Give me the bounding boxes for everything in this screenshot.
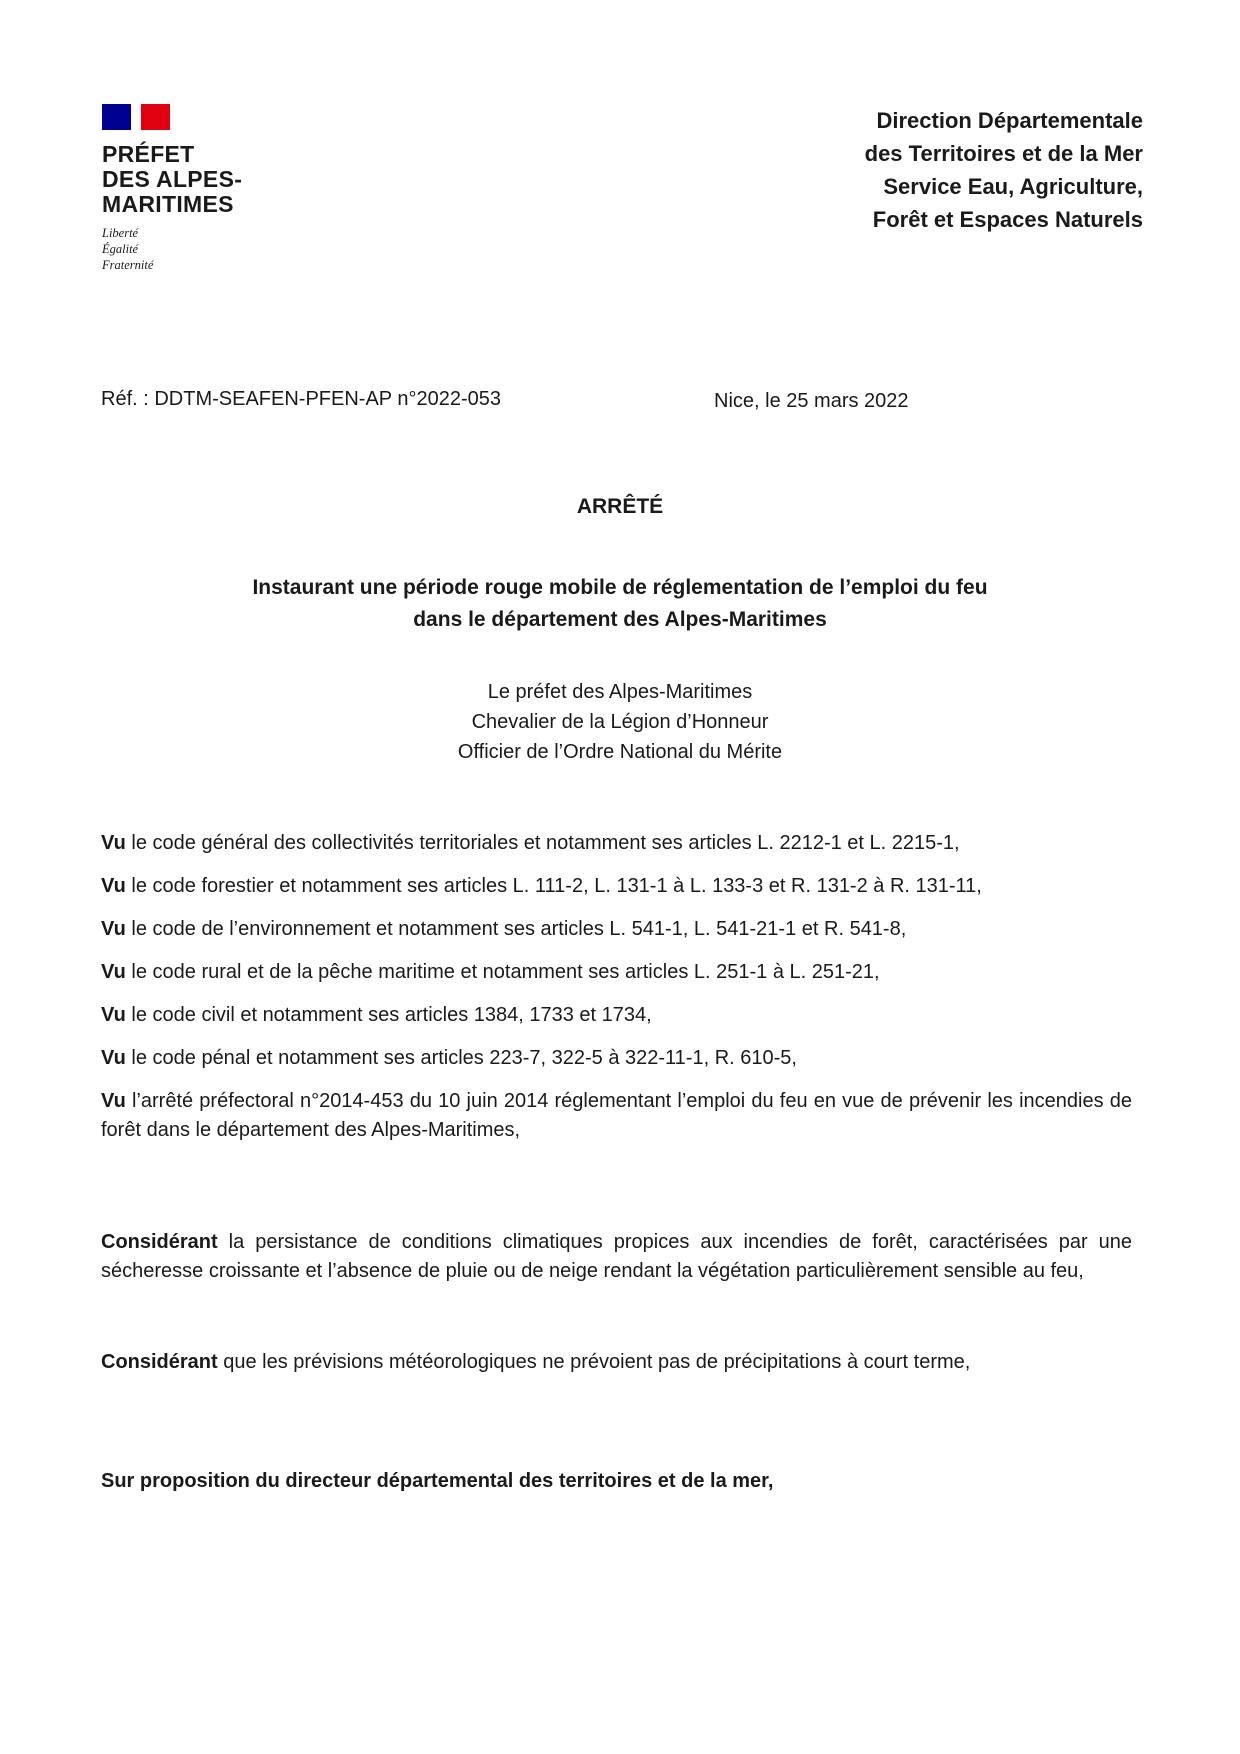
vu-keyword: Vu [101,1004,126,1026]
place-date: Nice, le 25 mars 2022 [714,390,909,412]
vu-text: le code rural et de la pêche maritime et notamment ses articles L. 251-1 à L. 251-21, [131,961,880,983]
vu-item [101,958,1132,987]
vu-text: le code forestier et notamment ses articles L. 111-2, L. 131-1 à L. 133-3 et R. 131-2 à R. 131-11, [131,875,982,897]
subject-line: Instaurant une période rouge mobile de réglementation de l’emploi du feu [252,576,988,599]
vu-text: le code général des collectivités territoriales et notamment ses articles L. 2212-1 et L. 2215-1, [131,832,960,854]
vu-item [101,915,1132,944]
motto-line: Fraternité [102,258,154,272]
vu-keyword: Vu [101,918,126,940]
considerant-text: la persistance de conditions climatiques propices aux incendies de forêt, caractérisées par une sécheresse croissante et l’absence de pluie ou de neige rendant la végétation particulièrement sensible au feu, [101,1231,1132,1282]
decision-title: ARRÊTÉ [576,495,664,518]
considerant-item [101,1228,1132,1286]
republic-motto [102,225,272,273]
vu-text: le code de l’environnement et notamment ses articles L. 541-1, L. 541-21-1 et R. 541-8, [131,918,907,940]
vu-item [101,1001,1132,1030]
prefect-titles [0,677,1240,767]
considerant-keyword: Considérant [101,1231,218,1253]
service-line: Direction Départementale [876,108,1143,133]
subject-line: dans le département des Alpes-Maritimes [413,608,827,631]
vu-text: le code pénal et notamment ses articles 223-7, 322-5 à 322-11-1, R. 610-5, [131,1047,797,1069]
reference-number: Réf. : DDTM-SEAFEN-PFEN-AP n°2022-053 [101,388,501,410]
vu-keyword: Vu [101,832,126,854]
vu-item [101,872,1132,901]
vu-keyword: Vu [101,1090,126,1112]
issuing-service [865,104,1143,236]
authority-line: Chevalier de la Légion d’Honneur [471,711,769,733]
proposal-statement: Sur proposition du directeur départemental des territoires et de la mer, [101,1470,774,1492]
service-line: des Territoires et de la Mer [864,141,1143,166]
authority-line: Officier de l’Ordre National du Mérite [457,741,783,763]
considerant-text: que les prévisions météorologiques ne prévoient pas de précipitations à court terme, [223,1351,971,1373]
legal-basis-list [101,829,1132,1159]
marianne-flag-icon [102,104,170,130]
vu-keyword: Vu [101,875,126,897]
motto-line: Égalité [102,242,139,256]
prefecture-logo [102,104,272,273]
motto-line: Liberté [102,226,139,240]
vu-keyword: Vu [101,1047,126,1069]
decision-subject [0,572,1240,636]
service-line: Forêt et Espaces Naturels [872,207,1143,232]
authority-line: Le préfet des Alpes-Maritimes [487,681,753,703]
vu-keyword: Vu [101,961,126,983]
vu-item [101,1087,1132,1145]
vu-item [101,829,1132,858]
vu-text: le code civil et notamment ses articles 1384, 1733 et 1734, [131,1004,652,1026]
considerant-item [101,1348,1132,1377]
vu-item [101,1044,1132,1073]
prefecture-name: PRÉFET DES ALPES- MARITIMES [102,141,243,217]
vu-text: l’arrêté préfectoral n°2014-453 du 10 juin 2014 réglementant l’emploi du feu en vue de prévenir les incendies de forêt dans le département des Alpes-Maritimes, [101,1090,1133,1141]
considerant-keyword: Considérant [101,1351,218,1373]
service-line: Service Eau, Agriculture, [883,174,1143,199]
